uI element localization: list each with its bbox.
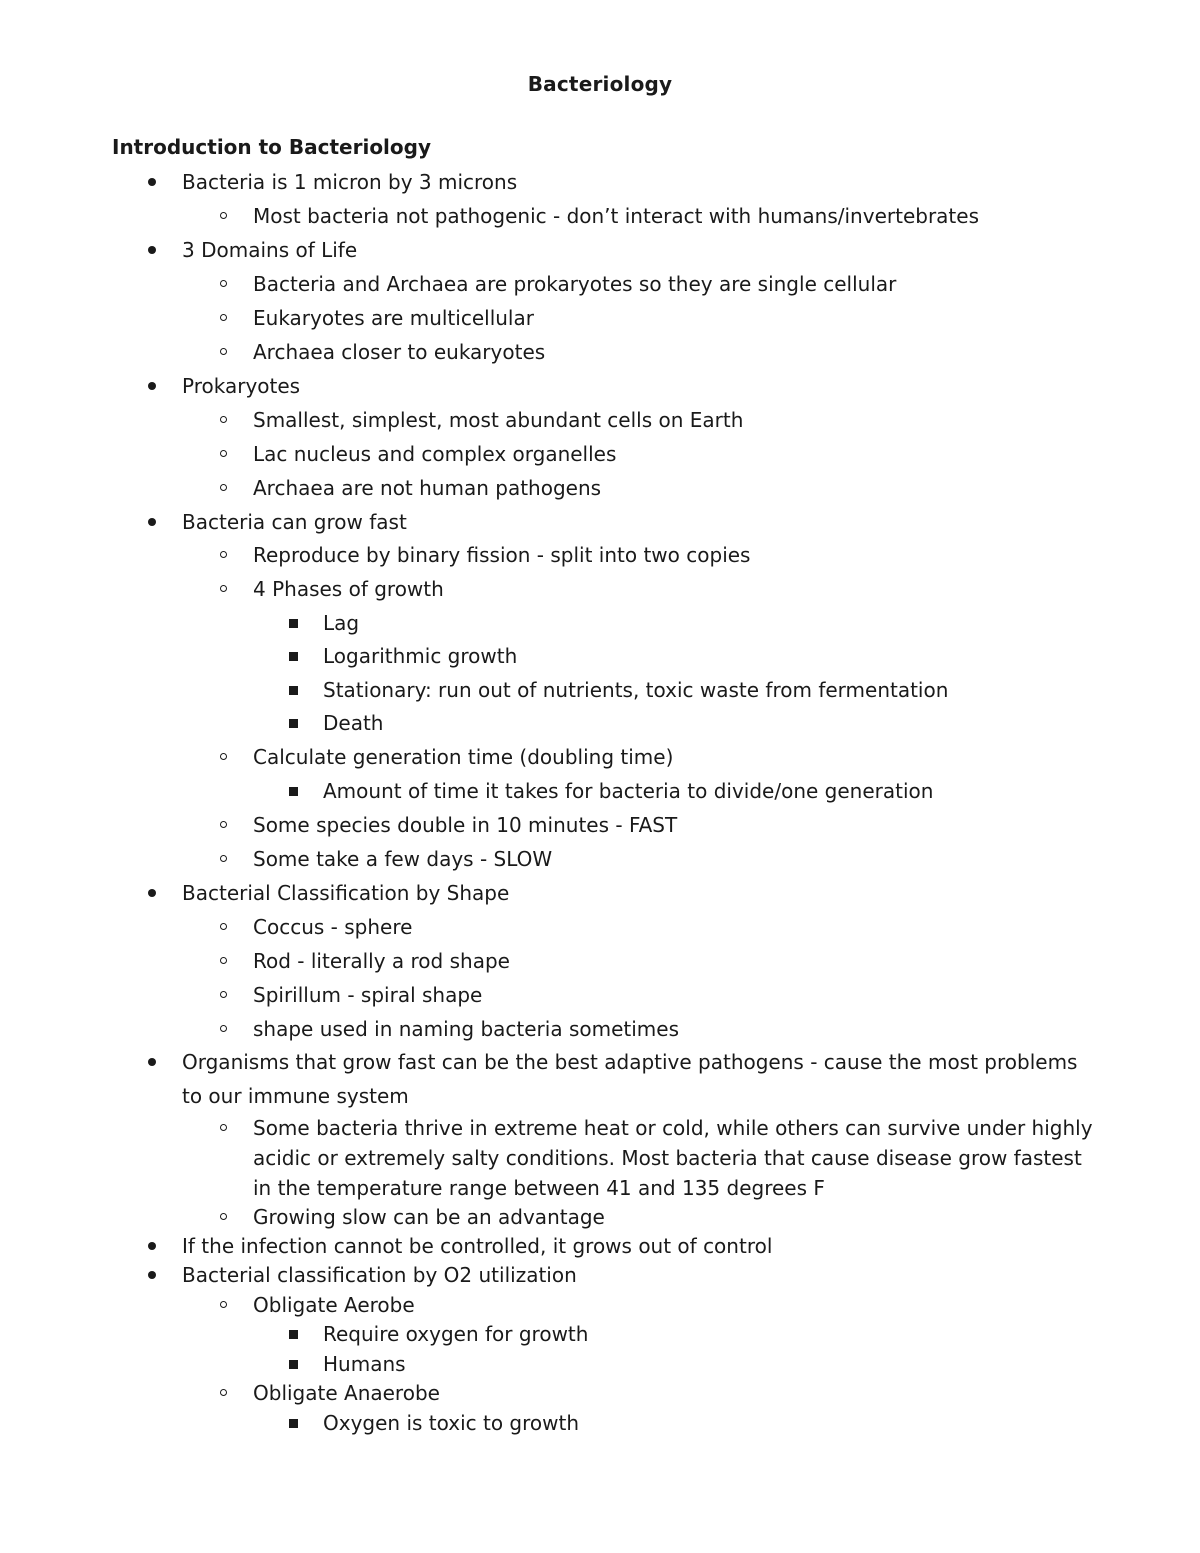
list-item-level-2: Obligate Anaerobe bbox=[253, 1381, 440, 1405]
bullet-square-icon bbox=[289, 1330, 298, 1339]
bullet-square-icon bbox=[289, 686, 298, 695]
list-item-level-2: Most bacteria not pathogenic - don’t interact with humans/invertebrates bbox=[253, 204, 979, 228]
bullet-circle-icon bbox=[220, 314, 227, 321]
list-item-level-1: Organisms that grow fast can be the best adaptive pathogens - cause the most problems to our immune system bbox=[182, 1050, 1078, 1108]
list-item-level-2: Lac nucleus and complex organelles bbox=[253, 442, 617, 466]
list-item-level-1: Bacteria can grow fast bbox=[182, 510, 407, 534]
list-item-level-2: Obligate Aerobe bbox=[253, 1293, 415, 1317]
list-item-level-1: Prokaryotes bbox=[182, 374, 301, 398]
bullet-square-icon bbox=[289, 652, 298, 661]
bullet-square-icon bbox=[289, 787, 298, 796]
bullet-circle-icon bbox=[220, 484, 227, 491]
list-item-level-3: Amount of time it takes for bacteria to divide/one generation bbox=[323, 779, 934, 803]
list-item-level-2: Rod - literally a rod shape bbox=[253, 949, 510, 973]
bullet-disc-icon bbox=[148, 889, 156, 897]
bullet-disc-icon bbox=[148, 518, 156, 526]
list-item-level-2: Spirillum - spiral shape bbox=[253, 983, 483, 1007]
bullet-disc-icon bbox=[148, 382, 156, 390]
list-item-level-1: Bacterial classification by O2 utilization bbox=[182, 1263, 577, 1287]
bullet-circle-icon bbox=[220, 753, 227, 760]
list-item-level-2: Some take a few days - SLOW bbox=[253, 847, 553, 871]
bullet-square-icon bbox=[289, 1419, 298, 1428]
list-item-level-1: If the infection cannot be controlled, it grows out of control bbox=[182, 1234, 773, 1258]
section-heading: Introduction to Bacteriology bbox=[112, 135, 432, 159]
bullet-circle-icon bbox=[220, 348, 227, 355]
list-item-level-3: Humans bbox=[323, 1352, 406, 1376]
list-item-level-2: Growing slow can be an advantage bbox=[253, 1205, 605, 1229]
list-item-level-3: Oxygen is toxic to growth bbox=[323, 1411, 580, 1435]
list-item-level-1: Bacteria is 1 micron by 3 microns bbox=[182, 170, 518, 194]
bullet-circle-icon bbox=[220, 1389, 227, 1396]
list-item-level-3: Lag bbox=[323, 611, 360, 635]
list-item-level-3: Death bbox=[323, 711, 384, 735]
bullet-circle-icon bbox=[220, 1124, 227, 1131]
bullet-circle-icon bbox=[220, 585, 227, 592]
list-item-level-2: Archaea are not human pathogens bbox=[253, 476, 602, 500]
list-item-level-2: Reproduce by binary fission - split into two copies bbox=[253, 543, 751, 567]
bullet-circle-icon bbox=[220, 923, 227, 930]
list-item-level-1: Bacterial Classification by Shape bbox=[182, 881, 510, 905]
list-item-level-2: Eukaryotes are multicellular bbox=[253, 306, 534, 330]
list-item-level-2: Smallest, simplest, most abundant cells on Earth bbox=[253, 408, 744, 432]
bullet-circle-icon bbox=[220, 1213, 227, 1220]
bullet-circle-icon bbox=[220, 280, 227, 287]
bullet-circle-icon bbox=[220, 551, 227, 558]
bullet-disc-icon bbox=[148, 178, 156, 186]
list-item-level-2: Archaea closer to eukaryotes bbox=[253, 340, 546, 364]
list-item-level-1: 3 Domains of Life bbox=[182, 238, 358, 262]
list-item-level-2: Some bacteria thrive in extreme heat or cold, while others can survive under highly acidic or extremely salty conditions. Most bacteria that cause disease grow fastest in the temperature range between 41 and 135 degrees F bbox=[253, 1116, 1093, 1200]
bullet-circle-icon bbox=[220, 212, 227, 219]
list-item-level-2: Coccus - sphere bbox=[253, 915, 413, 939]
bullet-square-icon bbox=[289, 1360, 298, 1369]
bullet-circle-icon bbox=[220, 855, 227, 862]
bullet-circle-icon bbox=[220, 450, 227, 457]
list-item-level-2: Calculate generation time (doubling time) bbox=[253, 745, 674, 769]
bullet-square-icon bbox=[289, 719, 298, 728]
list-item-level-3: Logarithmic growth bbox=[323, 644, 518, 668]
bullet-circle-icon bbox=[220, 1025, 227, 1032]
list-item-level-2: 4 Phases of growth bbox=[253, 577, 444, 601]
bullet-circle-icon bbox=[220, 416, 227, 423]
bullet-circle-icon bbox=[220, 957, 227, 964]
list-item-level-3: Require oxygen for growth bbox=[323, 1322, 589, 1346]
bullet-square-icon bbox=[289, 619, 298, 628]
bullet-disc-icon bbox=[148, 1271, 156, 1279]
bullet-disc-icon bbox=[148, 1058, 156, 1066]
document-title: Bacteriology bbox=[527, 72, 673, 96]
list-item-level-2: Some species double in 10 minutes - FAST bbox=[253, 813, 678, 837]
list-item-level-3: Stationary: run out of nutrients, toxic waste from fermentation bbox=[323, 678, 949, 702]
list-item-level-2: shape used in naming bacteria sometimes bbox=[253, 1017, 679, 1041]
bullet-circle-icon bbox=[220, 821, 227, 828]
list-item-level-2: Bacteria and Archaea are prokaryotes so they are single cellular bbox=[253, 272, 897, 296]
bullet-disc-icon bbox=[148, 1242, 156, 1250]
bullet-circle-icon bbox=[220, 991, 227, 998]
bullet-disc-icon bbox=[148, 246, 156, 254]
bullet-circle-icon bbox=[220, 1301, 227, 1308]
